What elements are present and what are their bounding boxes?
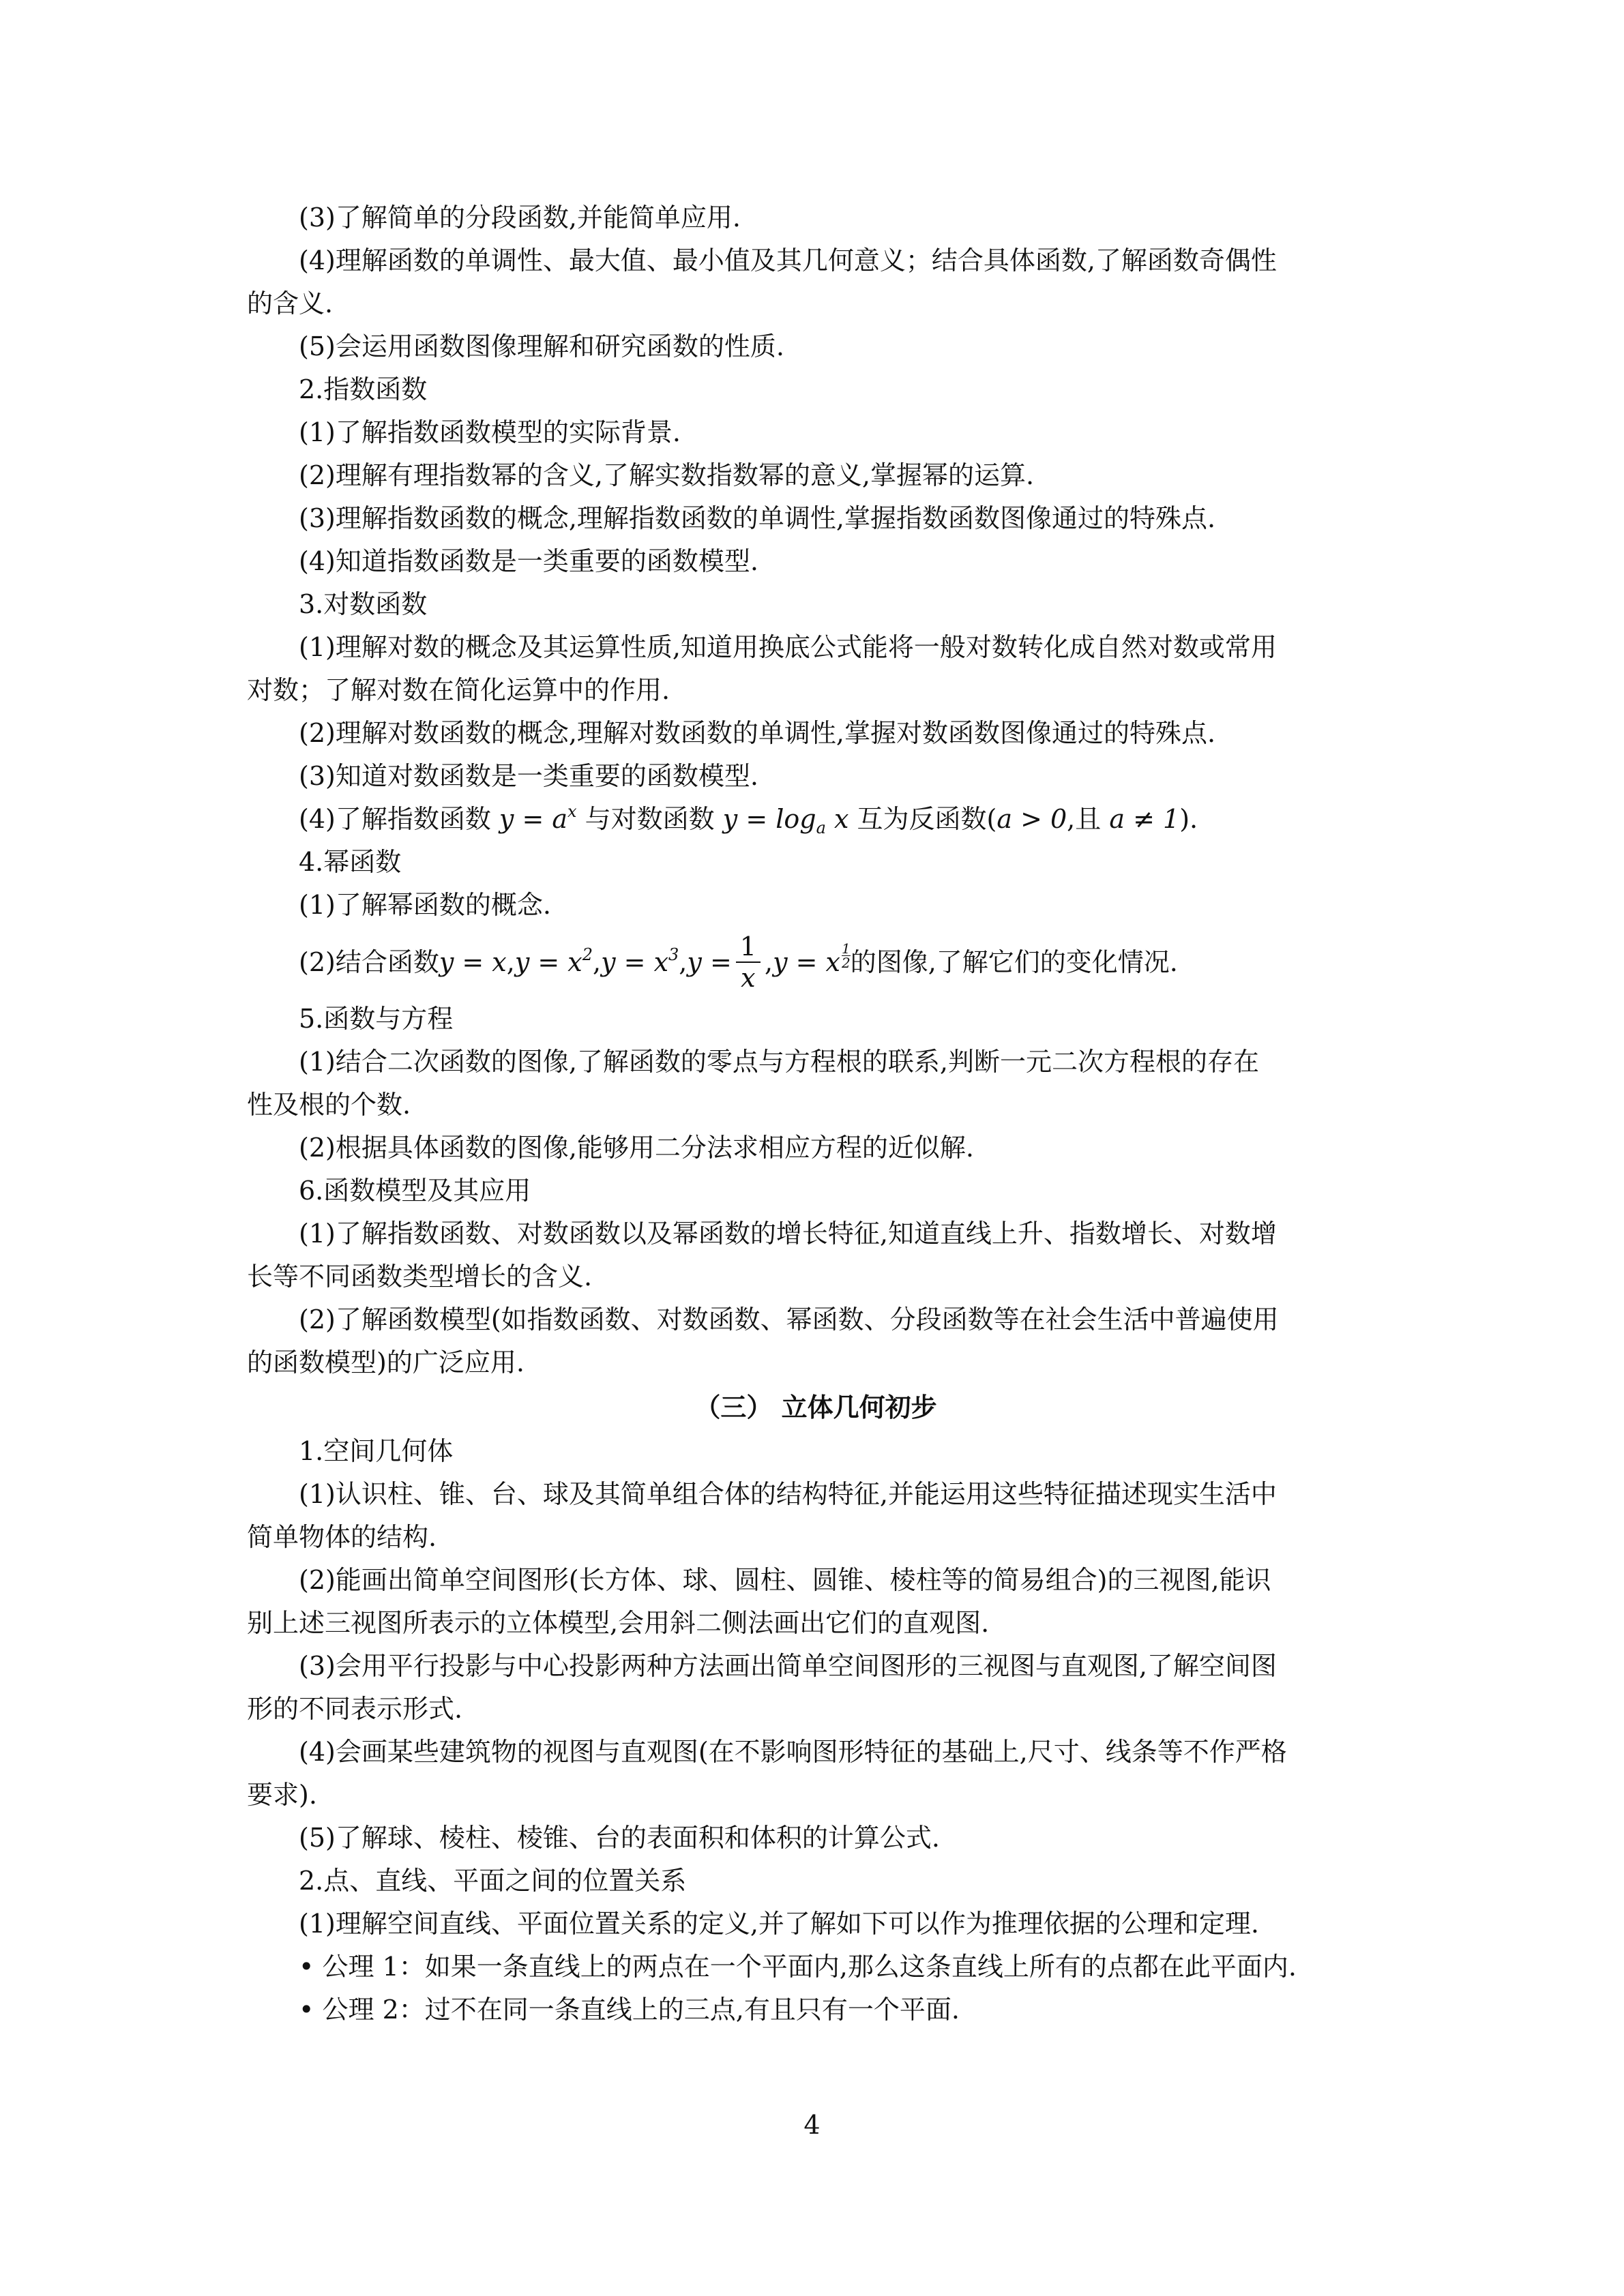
text-line: (1)了解指数函数模型的实际背景. [299,417,681,447]
condition-a-not-one: a ≠ 1 [1109,804,1180,834]
chapter-heading: （三） 立体几何初步 [694,1392,937,1422]
text-line: (3)了解简单的分段函数,并能简单应用. [299,203,741,233]
text-line: (1)了解幂函数的概念. [299,890,551,920]
text-line: (3)知道对数函数是一类重要的函数模型. [299,761,758,791]
text-line: 对数；了解对数在简化运算中的作用. [247,675,670,705]
section-heading: 2.指数函数 [299,374,428,404]
document-body [247,196,1385,2031]
formula-f4: y = [687,947,732,977]
text-line: (2)根据具体函数的图像,能够用二分法求相应方程的近似解. [299,1133,974,1163]
text-line: (1)理解空间直线、平面位置关系的定义,并了解如下可以作为推理依据的公理和定理. [299,1909,1259,1939]
text-line: 长等不同函数类型增长的含义. [247,1262,593,1292]
text-line: (2)理解对数函数的概念,理解对数函数的单调性,掌握对数函数图像通过的特殊点. [299,718,1216,748]
text-line: 的函数模型)的广泛应用. [247,1347,525,1377]
text-line: (4)理解函数的单调性、最大值、最小值及其几何意义；结合具体函数,了解函数奇偶性 [299,245,1277,275]
text-line: (2)了解函数模型(如指数函数、对数函数、幂函数、分段函数等在社会生活中普遍使用 [299,1304,1279,1335]
text-line: (2)理解有理指数幂的含义,了解实数指数幂的意义,掌握幂的运算. [299,460,1035,490]
formula-f3: $y = x^3$ [601,945,679,977]
text-line: (3)会用平行投影与中心投影两种方法画出简单空间图形的三视图与直观图,了解空间图 [299,1651,1277,1681]
fraction-one-over-x: $\frac{1}{x}$ [736,931,761,993]
formula-log: $y = \log_a x$ [722,804,849,837]
text-line: 要求). [247,1780,317,1810]
section-heading: 2.点、直线、平面之间的位置关系 [299,1866,687,1896]
axiom-item: • 公理 2：过不在同一条直线上的三点,有且只有一个平面. [299,1995,960,2025]
text-line: (3)理解指数函数的概念,理解指数函数的单调性,掌握指数函数图像通过的特殊点. [299,503,1216,533]
page-number: 4 [803,2110,821,2140]
text-line: (1)理解对数的概念及其运算性质,知道用换底公式能将一般对数转化成自然对数或常用 [299,632,1277,662]
formula-line-power: (2)结合函数 y = x , $y = x^2$ , $y = x^3$ , y = $\frac{1}{x}$ , y = x $\frac{1}{2}$ 的图像,了解它们的变化情况. [247,927,1385,998]
section-heading: 3.对数函数 [299,589,428,619]
condition-a-positive: a > 0 [996,804,1067,834]
text-line: (1)了解指数函数、对数函数以及幂函数的增长特征,知道直线上升、指数增长、对数增 [299,1219,1277,1249]
text-line: (4)会画某些建筑物的视图与直观图(在不影响图形特征的基础上,尺寸、线条等不作严格 [299,1737,1287,1767]
formula-exp: $y = a^x$ [499,802,577,834]
text-line: (1)结合二次函数的图像,了解函数的零点与方程根的联系,判断一元二次方程根的存在 [299,1047,1259,1077]
text-line: 性及根的个数. [247,1090,411,1120]
formula-f1: y = x [439,947,507,977]
text-line: 形的不同表示形式. [247,1694,463,1724]
section-heading: 6.函数模型及其应用 [299,1176,531,1206]
text-line: 简单物体的结构. [247,1522,437,1552]
axiom-item: • 公理 1：如果一条直线上的两点在一个平面内,那么这条直线上所有的点都在此平面内. [299,1952,1297,1982]
formula-line-inverse: (4)了解指数函数 $y = a^x$ 与对数函数 $y = \log_a x$ 互为反函数(a > 0,且 a ≠ 1). [299,802,1198,837]
formula-f2: $y = x^2$ [514,945,593,977]
text-line: (2)能画出简单空间图形(长方体、球、圆柱、圆锥、棱柱等的简易组合)的三视图,能识 [299,1565,1271,1595]
text-line: (5)了解球、棱柱、棱锥、台的表面积和体积的计算公式. [299,1823,940,1853]
section-heading: 1.空间几何体 [299,1436,454,1466]
text-line: (4)知道指数函数是一类重要的函数模型. [299,546,758,576]
section-heading: 5.函数与方程 [299,1004,454,1034]
formula-f5: y = x $\frac{1}{2}$ [773,940,851,977]
text-line: 别上述三视图所表示的立体模型,会用斜二侧法画出它们的直观图. [247,1608,990,1638]
text-line: (1)认识柱、锥、台、球及其简单组合体的结构特征,并能运用这些特征描述现实生活中 [299,1479,1277,1509]
text-line: 的含义. [247,288,334,318]
text-line: (5)会运用函数图像理解和研究函数的性质. [299,331,784,361]
section-heading: 4.幂函数 [299,847,402,877]
